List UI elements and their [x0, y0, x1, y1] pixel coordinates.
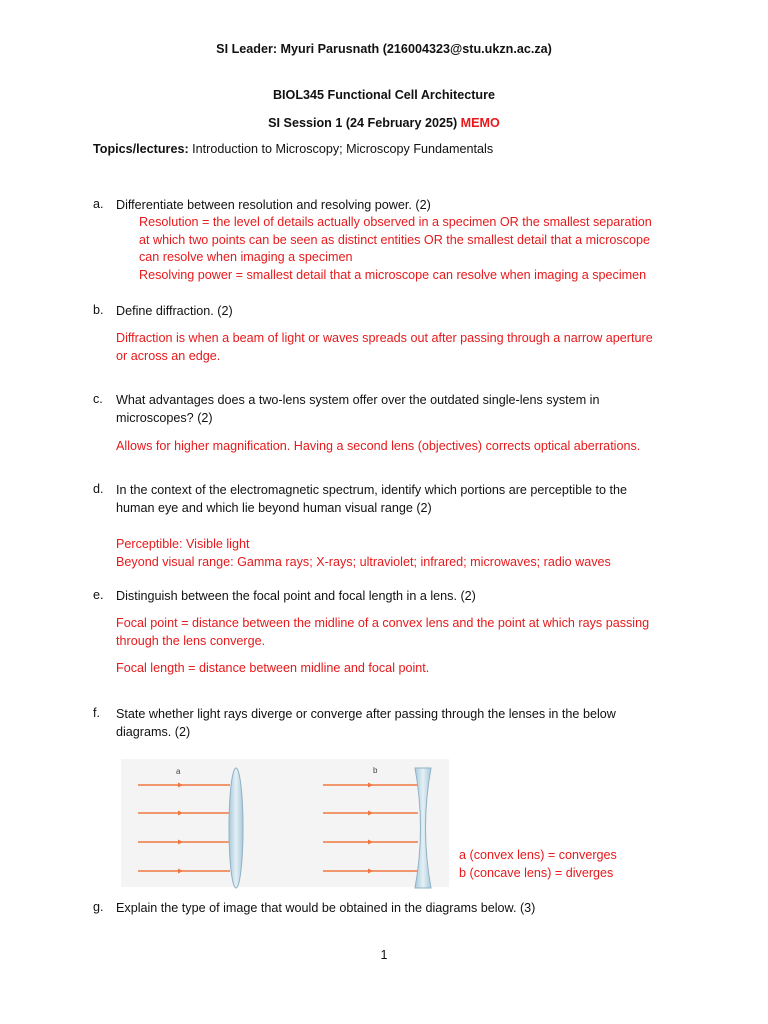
answer-line: Beyond visual range: Gamma rays; X-rays; ultraviolet; infrared; microwaves; radio waves [116, 554, 611, 569]
question-c-letter: c. [93, 392, 103, 406]
diagram-a-label: a [176, 767, 181, 776]
question-a-answer [139, 214, 679, 284]
question-d-answer [116, 536, 691, 571]
question-f-text [116, 706, 676, 741]
question-line: human eye and which lie beyond human visual range (2) [116, 500, 432, 515]
question-line: In the context of the electromagnetic spectrum, identify which portions are perceptible to the [116, 483, 628, 497]
topics-text: Introduction to Microscopy; Microscopy Fundamentals [192, 142, 494, 156]
question-d-text [116, 482, 676, 517]
question-line: microscopes? (2) [116, 410, 213, 425]
lens-diagram-figure [118, 757, 453, 890]
figure-background [121, 759, 449, 887]
answer-line: through the lens converge. [116, 633, 266, 648]
question-b-letter: b. [93, 303, 104, 317]
si-leader-line: SI Leader: Myuri Parusnath (216004323@stu.ukzn.ac.za) [216, 42, 552, 56]
question-b-text: Define diffraction. (2) [116, 304, 233, 318]
question-g-text: Explain the type of image that would be obtained in the diagrams below. (3) [116, 901, 536, 915]
question-e-letter: e. [93, 588, 104, 602]
question-f-answer [459, 847, 699, 882]
question-b-answer [116, 330, 691, 365]
answer-line: Perceptible: Visible light [116, 537, 250, 551]
answer-line: Resolution = the level of details actually observed in a specimen OR the smallest separation [139, 215, 652, 229]
answer-line: Resolving power = smallest detail that a microscope can resolve when imaging a specimen [139, 267, 647, 282]
answer-line: Focal point = distance between the midline of a convex lens and the point at which rays passing [116, 616, 650, 630]
question-a-letter: a. [93, 197, 104, 211]
session-text: SI Session 1 (24 February 2025) [268, 116, 458, 130]
topics-line [93, 142, 493, 156]
question-e-text: Distinguish between the focal point and focal length in a lens. (2) [116, 589, 476, 603]
convex-lens-shape [229, 768, 243, 888]
answer-line: Diffraction is when a beam of light or waves spreads out after passing through a narrow aperture [116, 331, 653, 345]
course-title: BIOL345 Functional Cell Architecture [272, 88, 496, 102]
question-line: State whether light rays diverge or converge after passing through the lenses in the below [116, 707, 616, 721]
question-line: What advantages does a two-lens system offer over the outdated single-lens system in [116, 393, 600, 407]
question-d-letter: d. [93, 482, 104, 496]
question-c-answer: Allows for higher magnification. Having a second lens (objectives) corrects optical aberrations. [116, 439, 641, 453]
diagram-b-label: b [373, 766, 378, 775]
question-f-letter: f. [93, 706, 100, 720]
question-e-answer-focal-point [116, 615, 691, 650]
answer-line: a (convex lens) = converges [459, 848, 617, 862]
answer-line: can resolve when imaging a specimen [139, 250, 353, 265]
memo-label: MEMO [460, 116, 500, 130]
page-number: 1 [380, 948, 388, 962]
question-a-text: Differentiate between resolution and resolving power. (2) [116, 198, 431, 212]
answer-line: at which two points can be seen as distinct entities OR the smallest detail that a microscope [139, 232, 650, 247]
question-c-text [116, 392, 676, 427]
answer-line: or across an edge. [116, 348, 221, 363]
question-g-letter: g. [93, 900, 104, 914]
topics-label: Topics/lectures: [93, 142, 189, 156]
answer-line: b (concave lens) = diverges [459, 865, 614, 880]
session-title [0, 116, 768, 130]
question-e-answer-focal-length: Focal length = distance between midline and focal point. [116, 661, 430, 675]
question-line: diagrams. (2) [116, 724, 191, 739]
